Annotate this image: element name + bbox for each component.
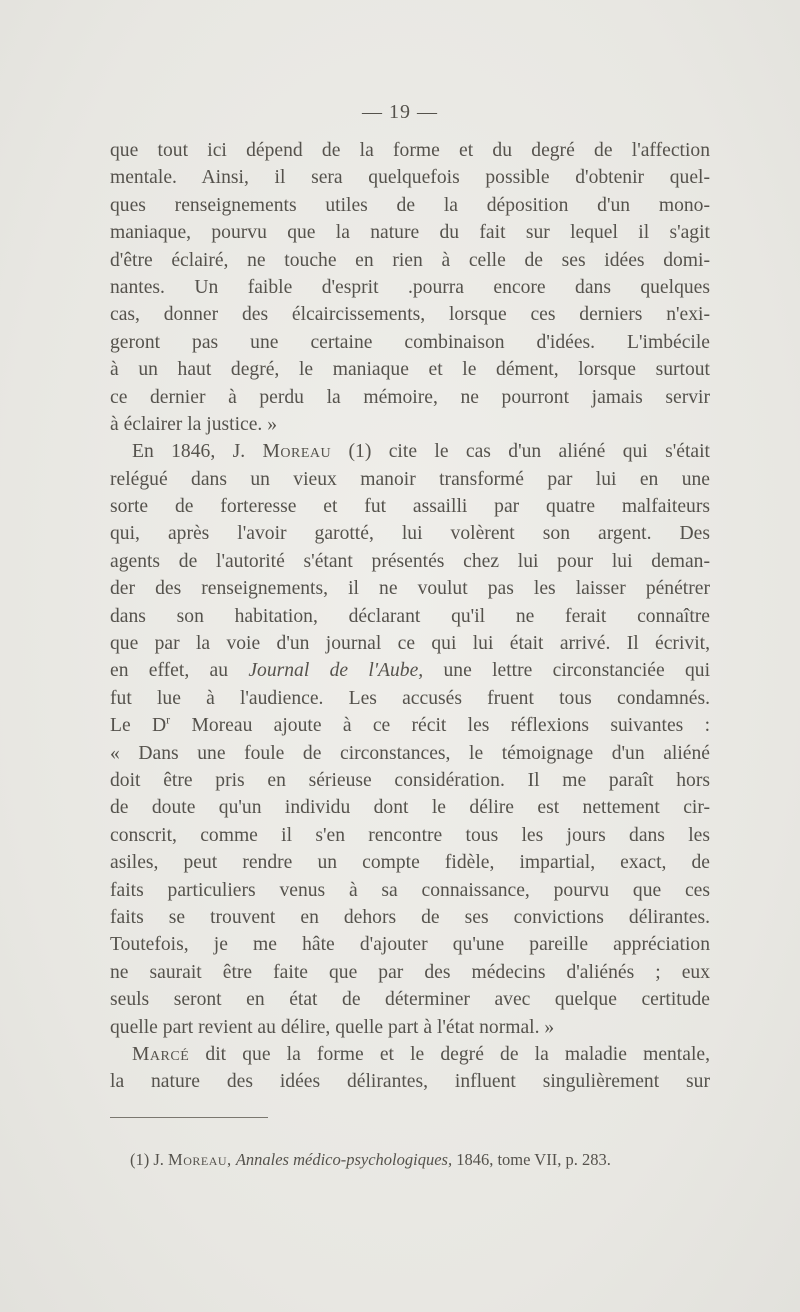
text-fragment: dit que la forme et le degré de la maladie mentale,	[205, 1043, 710, 1065]
text-line: à éclairer la justice. »	[110, 413, 277, 435]
text-line: maniaque, pourvu que la nature du fait sur lequel il s'agit	[110, 222, 710, 244]
footnote-rule	[110, 1117, 268, 1118]
text-line: faits particuliers venus à sa connaissance, pourvu que ces	[110, 879, 710, 901]
text-line: nantes. Un faible d'esprit .pourra encore dans quelques	[110, 276, 710, 298]
text-line: quelle part revient au délire, quelle part à l'état normal. »	[110, 1016, 555, 1038]
text-line: faits se trouvent en dehors de ses convictions délirantes.	[110, 906, 710, 928]
page-number: — 19 —	[362, 101, 438, 123]
text-fragment: Moreau ajoute à ce récit les réflexions suivantes :	[191, 715, 711, 737]
author-name: Moreau	[262, 441, 332, 463]
text-line: dans son habitation, déclarant qu'il ne ferait connaître	[110, 605, 710, 627]
footnote-author: Moreau,	[168, 1150, 232, 1169]
text-line: Toutefois, je me hâte d'ajouter qu'une pareille appréciation	[110, 934, 710, 956]
footnote-title: Annales médico-psychologiques,	[235, 1150, 453, 1169]
main-text	[110, 137, 710, 1096]
text-line: asiles, peut rendre un compte fidèle, impartial, exact, de	[110, 852, 710, 874]
text-line: à un haut degré, le maniaque et le dément, lorsque surtout	[110, 359, 710, 381]
journal-title: Journal de l'Aube,	[248, 660, 424, 682]
text-line: que par la voie d'un journal ce qui lui était arrivé. Il écrivit,	[110, 633, 710, 655]
text-line: mentale. Ainsi, il sera quelquefois possible d'obtenir quel-	[110, 167, 710, 189]
text-line: der des renseignements, il ne voulut pas les laisser pénétrer	[110, 578, 710, 600]
footnote-marker: (1)	[130, 1150, 150, 1169]
text-line: qui, après l'avoir garotté, lui volèrent son argent. Des	[110, 523, 710, 545]
text-line: d'être éclairé, ne touche en rien à celle de ses idées domi-	[110, 249, 710, 271]
superscript: r	[166, 712, 171, 727]
text-line: ques renseignements utiles de la déposition d'un mono-	[110, 194, 710, 216]
footnote-initial: J.	[153, 1150, 164, 1169]
text-fragment: en effet, au	[110, 660, 229, 682]
text-line: conscrit, comme il s'en rencontre tous les jours dans les	[110, 824, 710, 846]
text-line	[110, 1041, 710, 1068]
text-line: agents de l'autorité s'étant présentés chez lui pour lui deman-	[110, 550, 710, 572]
text-line: relégué dans un vieux manoir transformé par lui en une	[110, 468, 710, 490]
text-line: ce dernier à perdu la mémoire, ne pourront jamais servir	[110, 386, 710, 408]
text-line: doit être pris en sérieuse considération. Il me paraît hors	[110, 769, 710, 791]
footnote-rest: 1846, tome VII, p. 283.	[456, 1150, 611, 1169]
text-fragment: (1) cite le cas d'un aliéné qui s'était	[348, 441, 710, 463]
text-line: de doute qu'un individu dont le délire est nettement cir-	[110, 797, 710, 819]
text-line: la nature des idées délirantes, influent singulièrement sur	[110, 1071, 710, 1093]
text-line: « Dans une foule de circonstances, le témoignage d'un aliéné	[110, 742, 710, 764]
text-line: seuls seront en état de déterminer avec quelque certitude	[110, 989, 710, 1011]
text-line: que tout ici dépend de la forme et du degré de l'affection	[110, 140, 710, 161]
text-line	[110, 438, 710, 465]
text-line	[110, 712, 710, 739]
footnote	[130, 1149, 710, 1171]
text-line: fut lue à l'audience. Les accusés fruent tous condamnés.	[110, 687, 710, 709]
text-line: sorte de forteresse et fut assailli par quatre malfaiteurs	[110, 496, 710, 518]
text-fragment: En 1846, J.	[132, 441, 246, 463]
text-line: ne saurait être faite que par des médecins d'aliénés ; eux	[110, 961, 710, 983]
text-line: geront pas une certaine combinaison d'idées. L'imbécile	[110, 331, 710, 353]
text-line: cas, donner des élcaircissements, lorsque ces derniers n'exi-	[110, 304, 710, 326]
text-fragment: Le D	[110, 715, 167, 737]
text-line	[110, 657, 710, 684]
author-name: Marcé	[132, 1043, 190, 1065]
text-fragment: une lettre circonstanciée qui	[443, 660, 711, 682]
